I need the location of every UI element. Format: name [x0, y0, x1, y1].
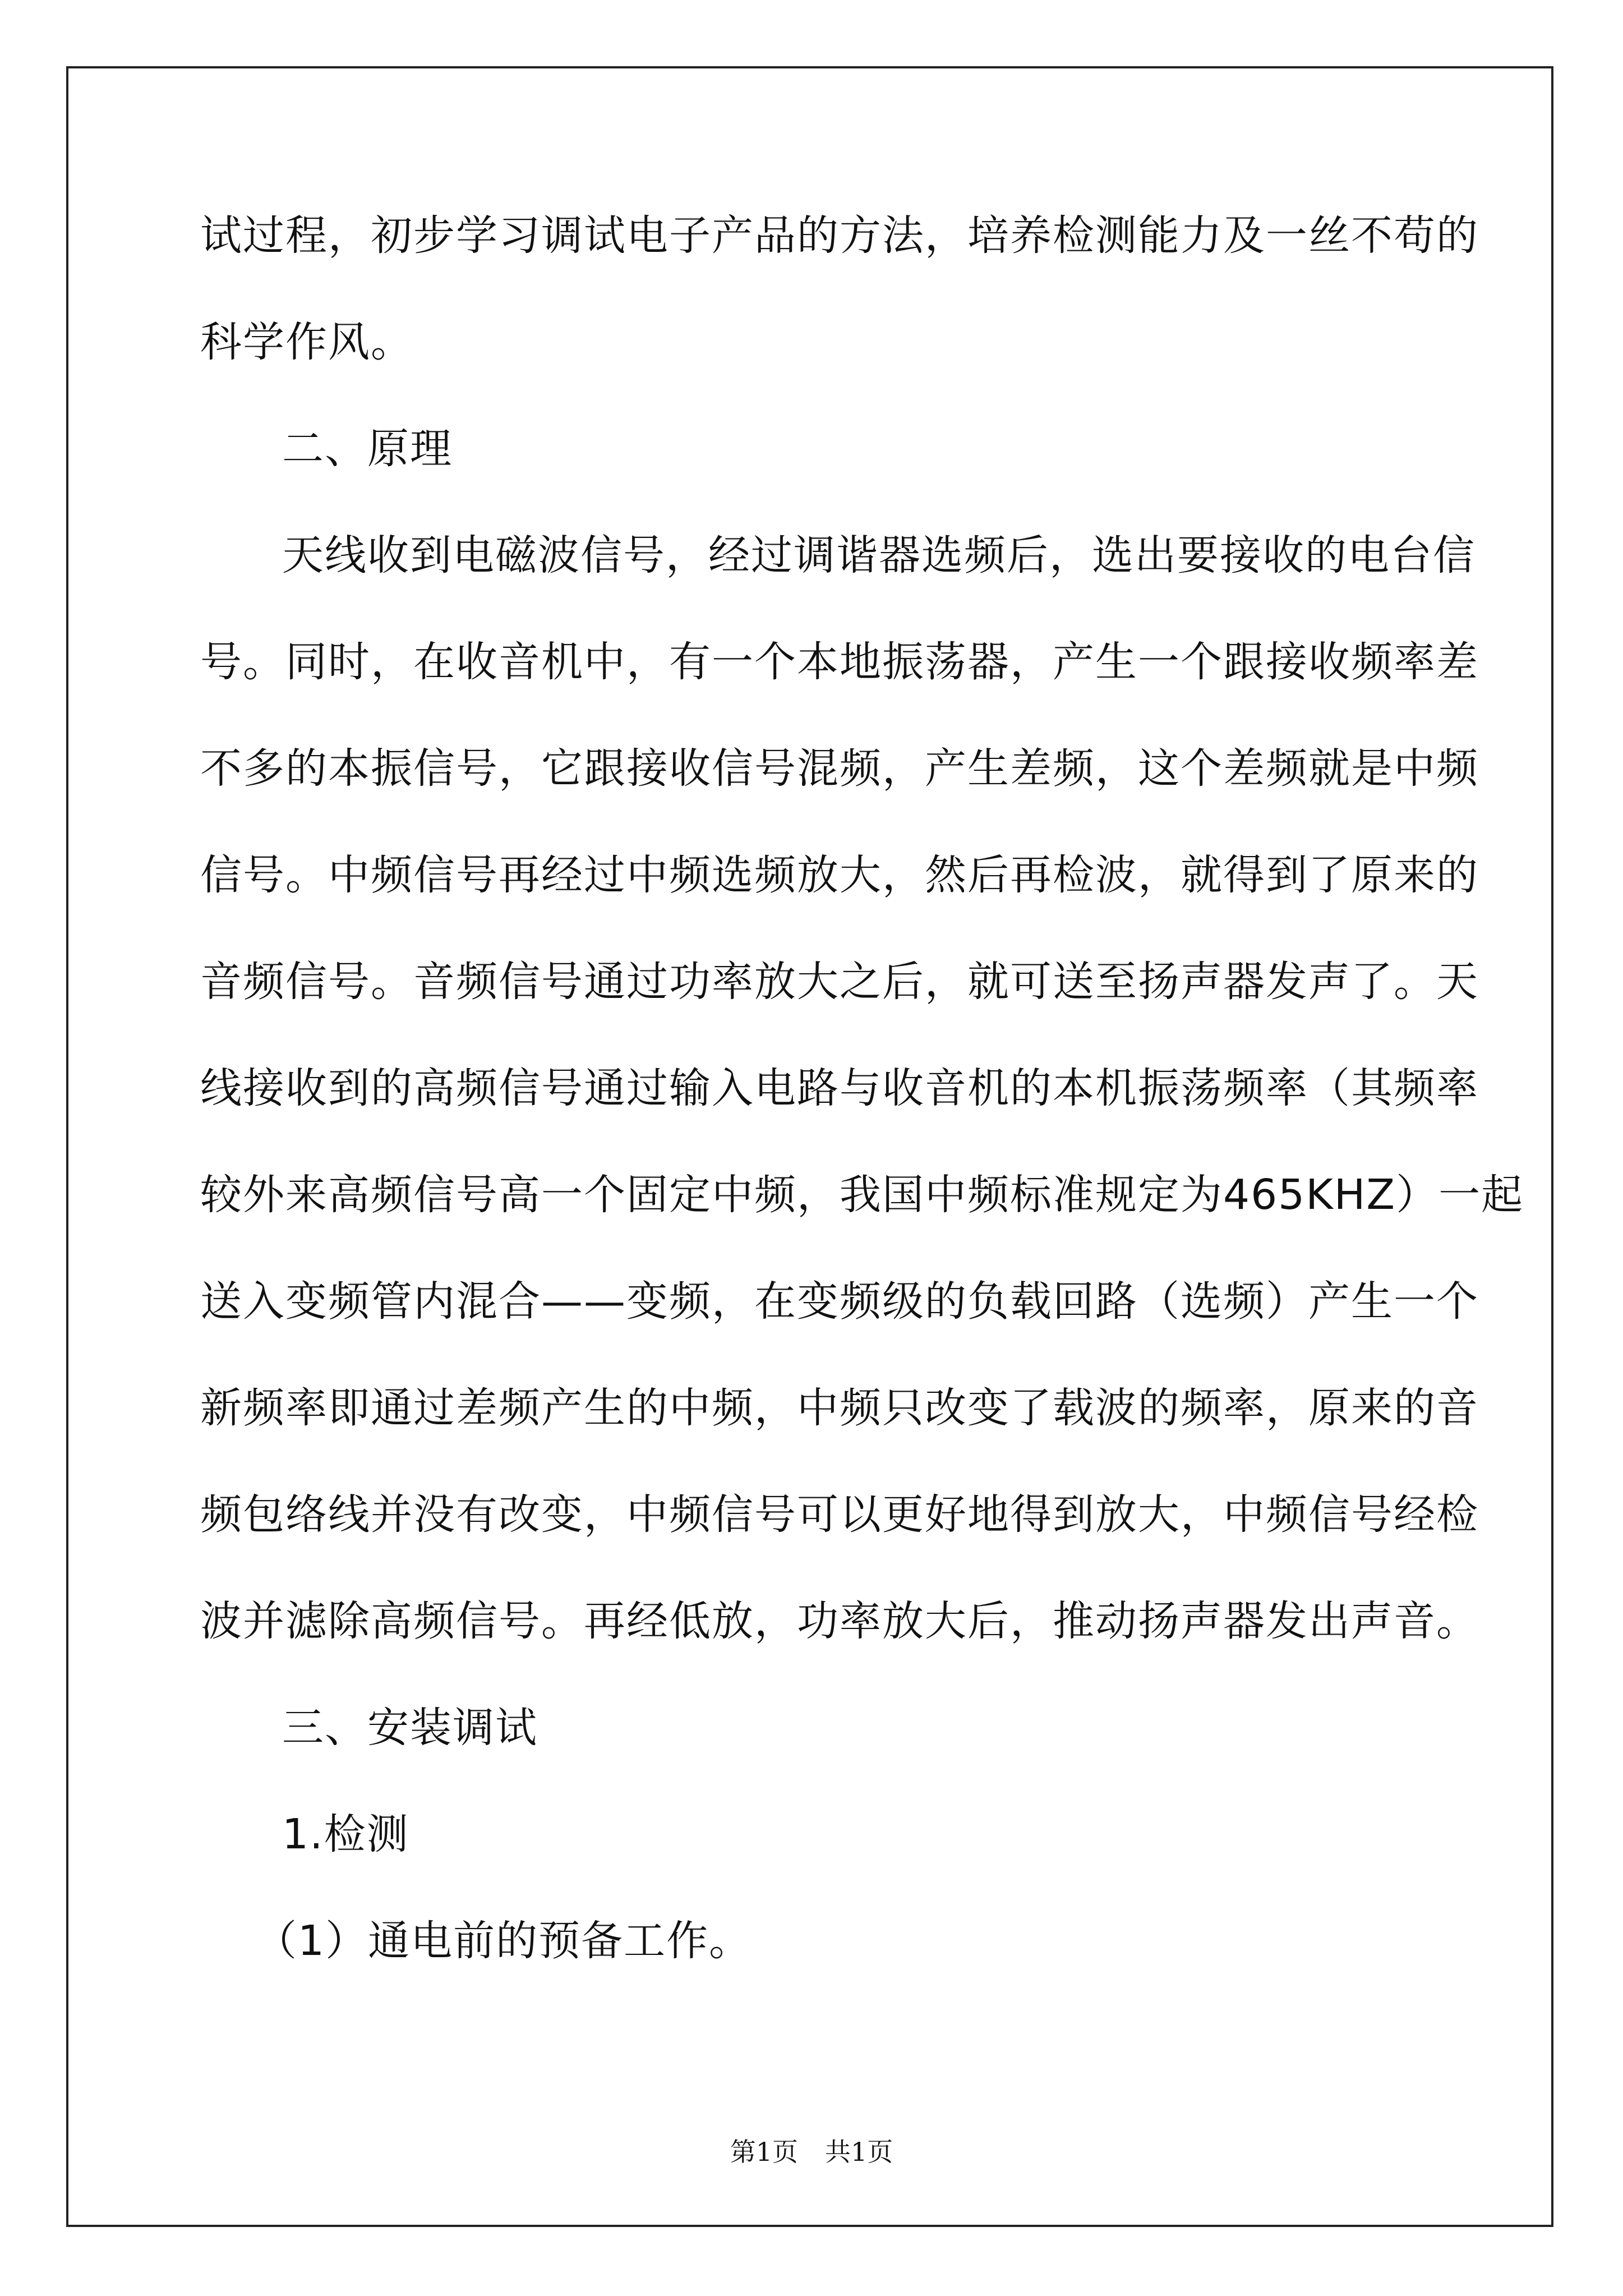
body-text-line: 线接收到的高频信号通过输入电路与收音机的本机振荡频率（其频率 — [200, 1064, 1479, 1112]
body-text-line: 天线收到电磁波信号，经过调谐器选频后，选出要接收的电台信 — [282, 531, 1476, 579]
page-number: 第1页 — [730, 2137, 798, 2167]
body-text-line: 音频信号。音频信号通过功率放大之后，就可送至扬声器发声了。天 — [200, 958, 1479, 1006]
section-heading-principle: 二、原理 — [282, 425, 453, 473]
subsection-heading-detection: 1.检测 — [282, 1810, 409, 1858]
page-border — [66, 66, 1553, 2227]
body-text-line: 新频率即通过差频产生的中频，中频只改变了载波的频率，原来的音 — [200, 1384, 1479, 1432]
body-text-line: 信号。中频信号再经过中频选频放大，然后再检波，就得到了原来的 — [200, 851, 1479, 899]
page-total: 共1页 — [825, 2137, 893, 2167]
body-text-line: 不多的本振信号，它跟接收信号混频，产生差频，这个差频就是中频 — [200, 744, 1479, 793]
body-text-line: 波并滤除高频信号。再经低放，功率放大后，推动扬声器发出声音。 — [200, 1597, 1479, 1645]
page-footer — [0, 2136, 1623, 2168]
body-text-line: 频包络线并没有改变，中频信号可以更好地得到放大，中频信号经检 — [200, 1490, 1479, 1539]
body-text-line: 试过程，初步学习调试电子产品的方法，培养检测能力及一丝不苟的 — [200, 211, 1479, 260]
list-item-preparation: （1）通电前的预备工作。 — [255, 1917, 752, 1965]
body-text-line: 号。同时，在收音机中，有一个本地振荡器，产生一个跟接收频率差 — [200, 638, 1479, 686]
body-text-line: 科学作风。 — [200, 318, 413, 366]
section-heading-installation: 三、安装调试 — [282, 1704, 538, 1752]
body-text-line: 送入变频管内混合——变频，在变频级的负载回路（选频）产生一个 — [200, 1277, 1479, 1326]
body-text-line: 较外来高频信号高一个固定中频，我国中频标准规定为465KHZ）一起 — [200, 1171, 1524, 1219]
